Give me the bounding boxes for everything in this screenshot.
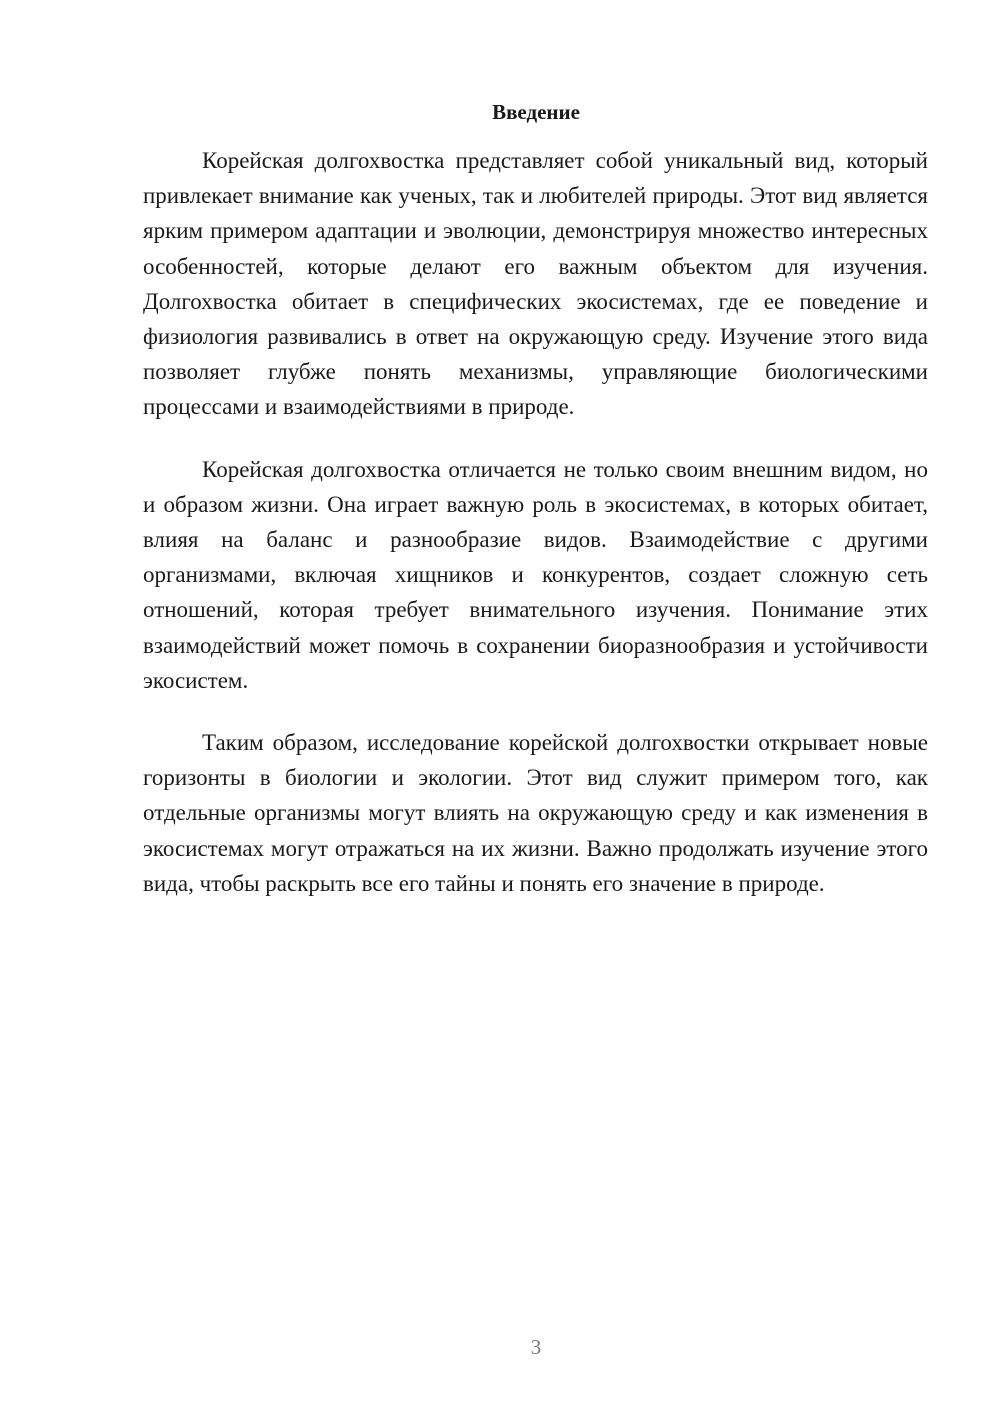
body-text [143, 143, 928, 928]
paragraph-1: Корейская долгохвостка представляет собой уникальный вид, который привлекает внимание как ученых, так и любителей природы. Этот вид является ярким примером адаптации и эволюции, демонстрируя множество интересных особенностей, которые делают его важным объектом для изучения. Долгохвостка обитает в специфических экосистемах, где ее поведение и физиология развивались в ответ на окружающую среду. Изучение этого вида позволяет глубже понять механизмы, управляющие биологическими процессами и взаимодействиями в природе. [143, 148, 928, 420]
paragraph-2: Корейская долгохвостка отличается не только своим внешним видом, но и образом жизни. Она играет важную роль в экосистемах, в которых обитает, влияя на баланс и разнообразие видов. Взаимодействие с другими организмами, включая хищников и конкурентов, создает сложную сеть отношений, которая требует внимательного изучения. Понимание этих взаимодействий может помочь в сохранении биоразнообразия и устойчивости экосистем. [143, 456, 928, 693]
paragraph-3: Таким образом, исследование корейской долгохвостки открывает новые горизонты в биологии и экологии. Этот вид служит примером того, как отдельные организмы могут влиять на окружающую среду и как изменения в экосистемах могут отражаться на их жизни. Важно продолжать изучение этого вида, чтобы раскрыть все его тайны и понять его значение в природе. [143, 730, 928, 896]
section-heading: Введение [492, 100, 580, 124]
page-number: 3 [530, 1335, 542, 1359]
